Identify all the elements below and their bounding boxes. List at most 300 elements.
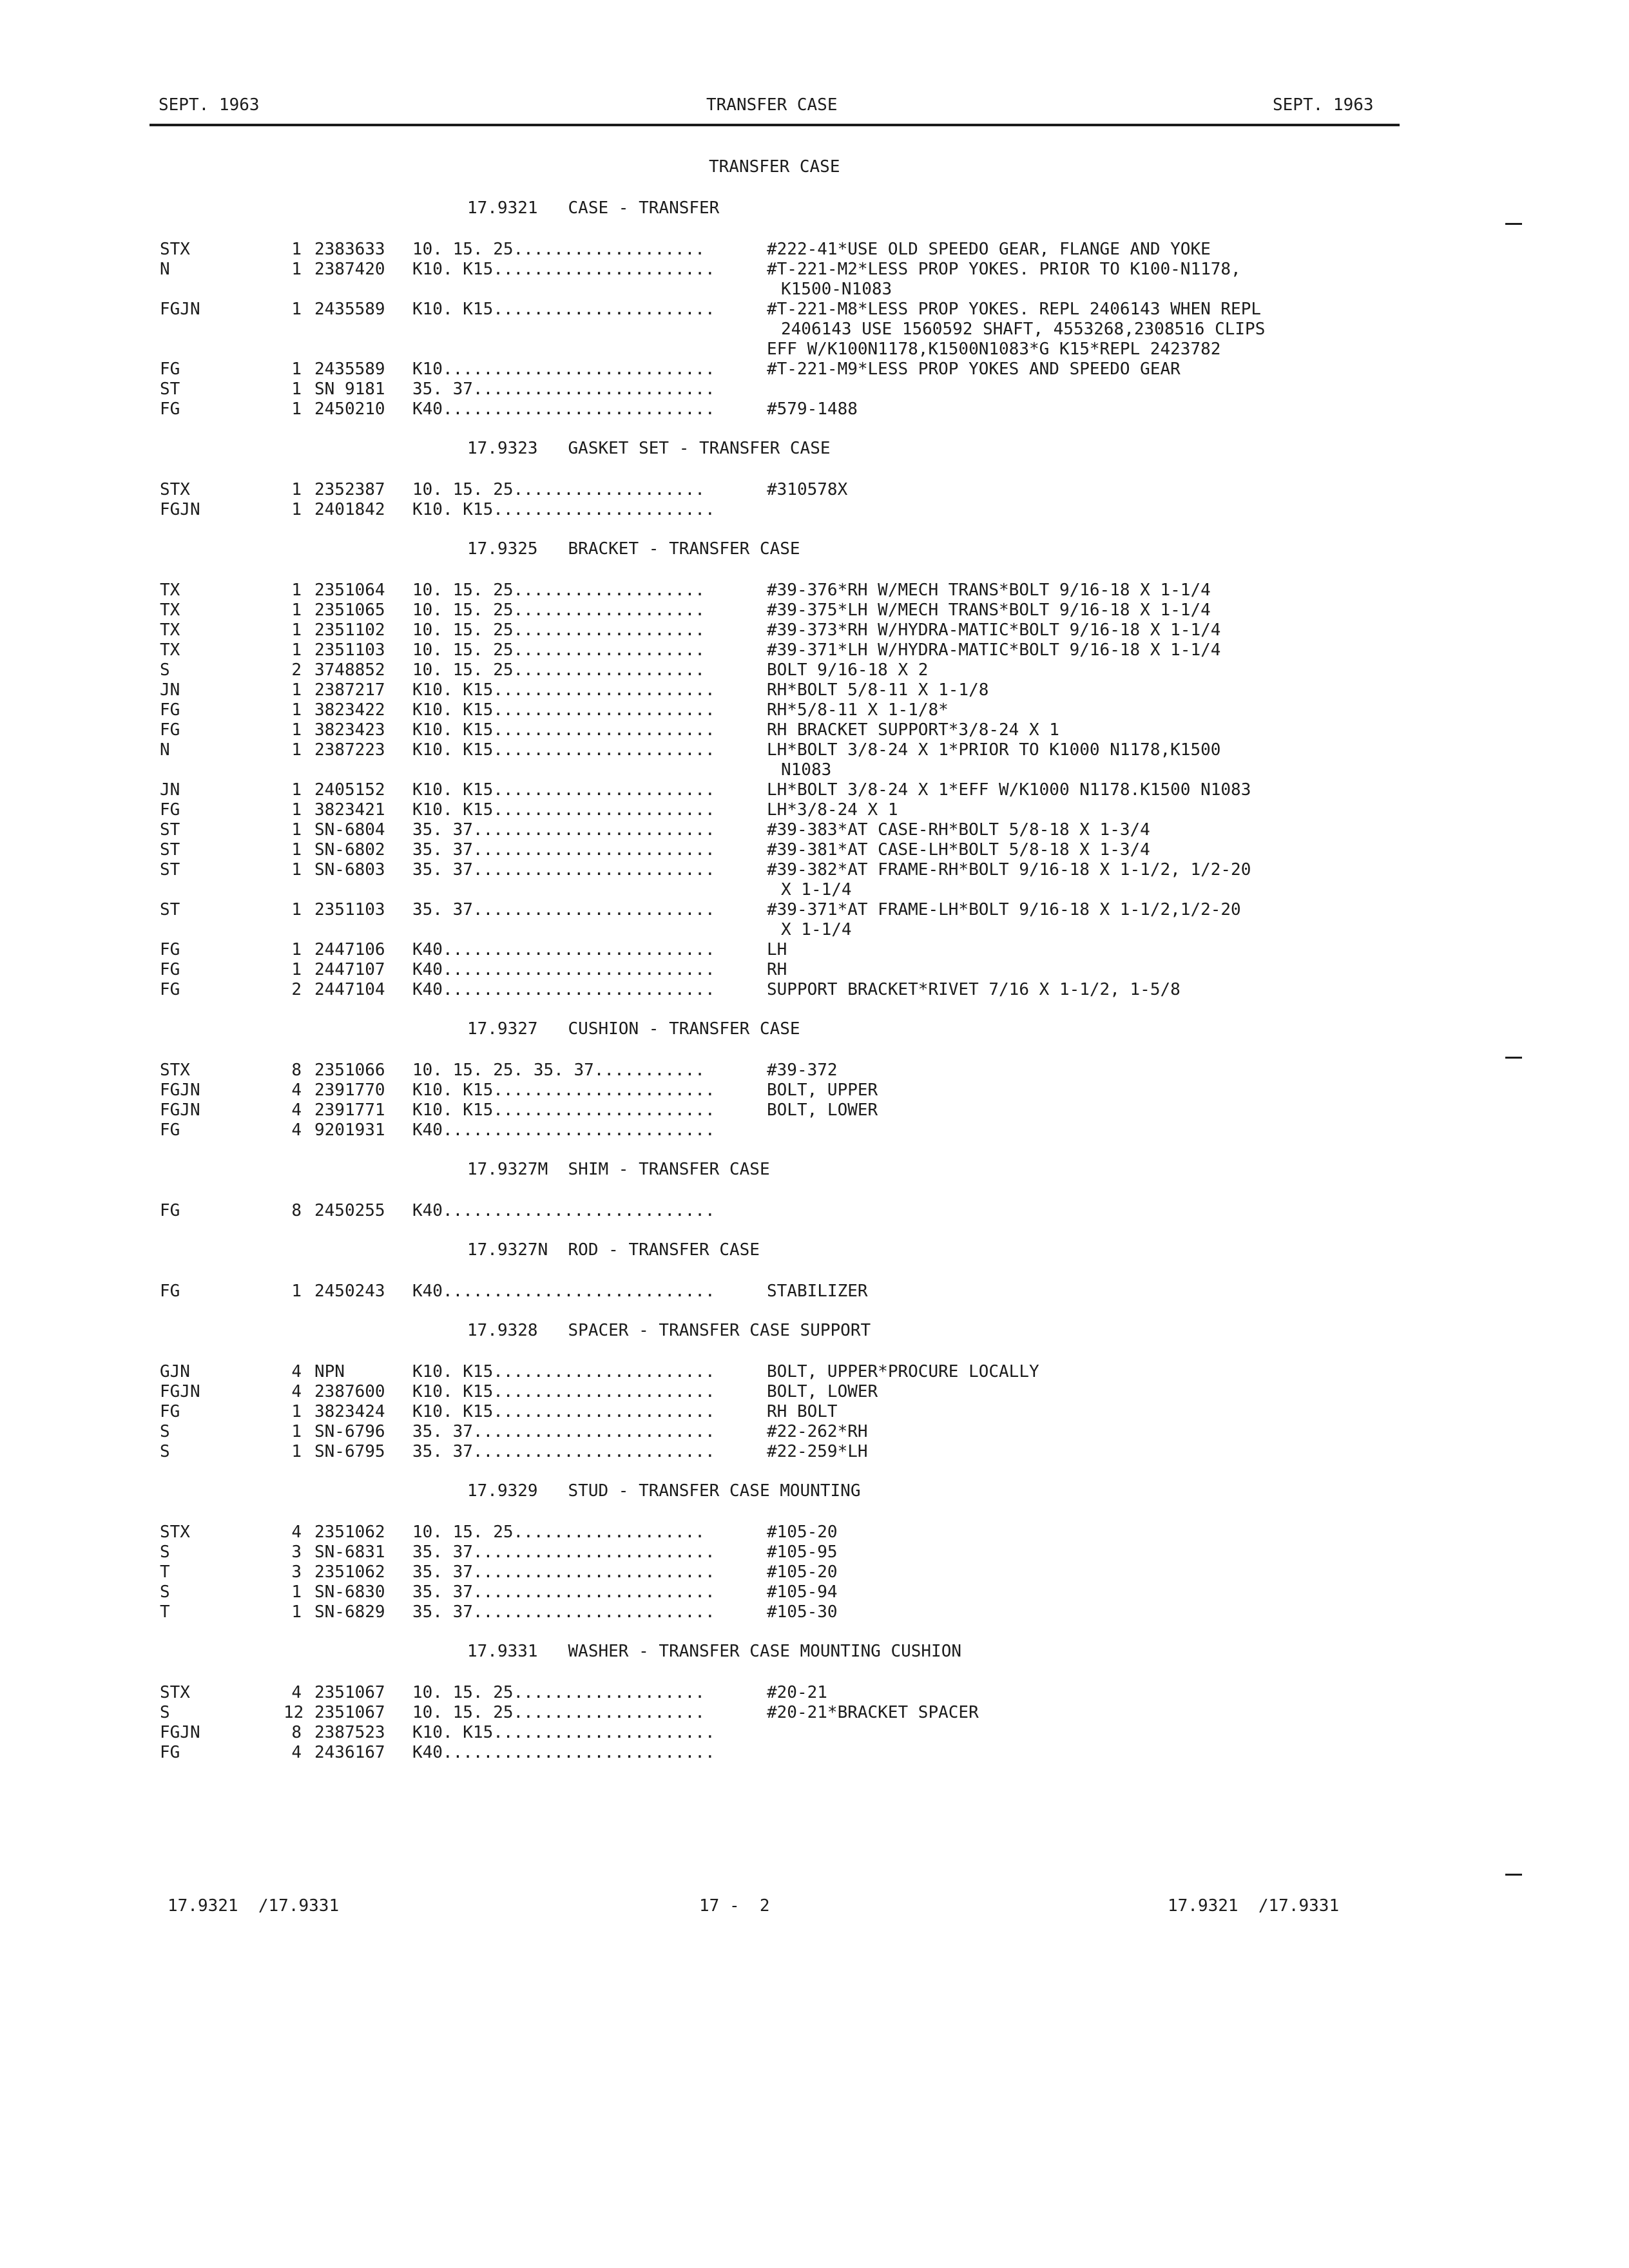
- parts-row: [0, 1081, 1629, 1100]
- section-title: [0, 1302, 1629, 1341]
- usage-code: FG: [160, 1743, 180, 1762]
- parts-row: [0, 680, 1629, 700]
- part-number: 3823421: [314, 800, 385, 820]
- model-applicability: 35. 37........................: [412, 1442, 715, 1461]
- model-applicability: 10. 15. 25...................: [412, 1683, 705, 1702]
- parts-row: [0, 260, 1629, 280]
- part-number: NPN: [314, 1362, 345, 1381]
- part-number: SN-6830: [314, 1582, 385, 1602]
- section-spacer: [0, 1662, 1629, 1683]
- part-number: 2447107: [314, 960, 385, 979]
- part-number: 2351062: [314, 1562, 385, 1582]
- usage-code: FGJN: [160, 1382, 200, 1401]
- section-title: [0, 419, 1629, 459]
- part-number: 2391771: [314, 1100, 385, 1120]
- part-number: 2391770: [314, 1081, 385, 1100]
- part-number: 2387420: [314, 260, 385, 279]
- usage-code: STX: [160, 480, 190, 499]
- usage-code: ST: [160, 840, 180, 860]
- parts-row: [0, 1382, 1629, 1402]
- usage-code: FG: [160, 800, 180, 820]
- parts-row: [0, 1703, 1629, 1723]
- part-number: SN-6795: [314, 1442, 385, 1461]
- quantity: 2: [291, 660, 302, 680]
- description-text: #105-95: [767, 1542, 838, 1562]
- part-number: 2436167: [314, 1743, 385, 1762]
- quantity: 4: [291, 1683, 302, 1702]
- model-applicability: 10. 15. 25...................: [412, 1703, 705, 1722]
- margin-tick-mark: [1505, 1057, 1522, 1059]
- model-applicability: K10. K15......................: [412, 720, 715, 740]
- model-applicability: 35. 37........................: [412, 1422, 715, 1441]
- usage-code: STX: [160, 240, 190, 259]
- description-text: #20-21: [767, 1683, 827, 1702]
- parts-row: [0, 1743, 1629, 1763]
- part-number: 2387217: [314, 680, 385, 700]
- part-number: 2351067: [314, 1683, 385, 1702]
- description-text: #22-262*RH: [767, 1422, 868, 1441]
- usage-code: T: [160, 1602, 170, 1622]
- part-number: 2351103: [314, 900, 385, 919]
- model-applicability: 10. 15. 25...................: [412, 620, 705, 640]
- model-applicability: 35. 37........................: [412, 820, 715, 840]
- part-number: 3748852: [314, 660, 385, 680]
- usage-code: TX: [160, 581, 180, 600]
- model-applicability: 35. 37........................: [412, 1582, 715, 1602]
- part-number: 2387600: [314, 1382, 385, 1401]
- description-text: #39-372: [767, 1061, 838, 1080]
- model-applicability: K10. K15......................: [412, 680, 715, 700]
- model-applicability: K40...........................: [412, 1201, 715, 1220]
- quantity: 1: [291, 720, 302, 740]
- part-number: 2351066: [314, 1061, 385, 1080]
- model-applicability: K10. K15......................: [412, 800, 715, 820]
- parts-row: [0, 840, 1629, 860]
- description-text: RH*5/8-11 X 1-1/8*: [767, 700, 949, 720]
- part-number: 2447104: [314, 980, 385, 999]
- margin-tick-mark: [1505, 1874, 1522, 1876]
- usage-code: FG: [160, 700, 180, 720]
- description-text: #T-221-M9*LESS PROP YOKES AND SPEEDO GEAR: [767, 360, 1181, 379]
- model-applicability: K10. K15......................: [412, 300, 715, 319]
- parts-row: [0, 1120, 1629, 1140]
- description-text: BOLT, UPPER*PROCURE LOCALLY: [767, 1362, 1039, 1381]
- usage-code: FG: [160, 1282, 180, 1301]
- model-applicability: K10. K15......................: [412, 1362, 715, 1381]
- model-applicability: K10. K15......................: [412, 1723, 715, 1742]
- parts-row: [0, 940, 1629, 960]
- usage-code: FGJN: [160, 1081, 200, 1100]
- parts-row: [0, 1061, 1629, 1081]
- section-title: [0, 1140, 1629, 1180]
- header-date-right: SEPT. 1963: [1273, 95, 1374, 115]
- description-text: BOLT, LOWER: [767, 1100, 878, 1120]
- parts-row-continuation: [0, 760, 1629, 780]
- footer-page-number: 17 - 2: [699, 1896, 770, 1916]
- section-spacer: [0, 1261, 1629, 1282]
- model-applicability: 10. 15. 25...................: [412, 601, 705, 620]
- section-title-text: 17.9328 SPACER - TRANSFER CASE SUPPORT: [467, 1321, 871, 1340]
- section-spacer: [0, 459, 1629, 480]
- parts-row: [0, 360, 1629, 380]
- quantity: 1: [291, 1282, 302, 1301]
- part-number: 2450243: [314, 1282, 385, 1301]
- part-number: 2401842: [314, 500, 385, 519]
- usage-code: TX: [160, 620, 180, 640]
- parts-row: [0, 1100, 1629, 1120]
- part-number: SN-6829: [314, 1602, 385, 1622]
- description-text: STABILIZER: [767, 1282, 868, 1301]
- usage-code: ST: [160, 380, 180, 399]
- quantity: 1: [291, 620, 302, 640]
- quantity: 8: [291, 1723, 302, 1742]
- description-text: RH*BOLT 5/8-11 X 1-1/8: [767, 680, 989, 700]
- section-spacer: [0, 1040, 1629, 1061]
- quantity: 1: [291, 480, 302, 499]
- model-applicability: K40...........................: [412, 1120, 715, 1140]
- part-number: 3823424: [314, 1402, 385, 1421]
- section-title-text: 17.9323 GASKET SET - TRANSFER CASE: [467, 439, 831, 458]
- model-applicability: K10. K15......................: [412, 500, 715, 519]
- quantity: 4: [291, 1523, 302, 1542]
- description-text: #105-94: [767, 1582, 838, 1602]
- description-text: LH: [767, 940, 787, 959]
- parts-row: [0, 1562, 1629, 1582]
- section-title: [0, 1221, 1629, 1261]
- usage-code: JN: [160, 780, 180, 800]
- usage-code: S: [160, 1582, 170, 1602]
- parts-row: [0, 780, 1629, 800]
- usage-code: JN: [160, 680, 180, 700]
- parts-row: [0, 581, 1629, 601]
- model-applicability: 35. 37........................: [412, 1602, 715, 1622]
- quantity: 1: [291, 601, 302, 620]
- parts-list: [0, 179, 1629, 1763]
- description-text: #222-41*USE OLD SPEEDO GEAR, FLANGE AND YOKE: [767, 240, 1211, 259]
- model-applicability: K10. K15......................: [412, 1382, 715, 1401]
- parts-row: [0, 960, 1629, 980]
- parts-row: [0, 1362, 1629, 1382]
- section-spacer: [0, 219, 1629, 240]
- parts-row-continuation: [0, 320, 1629, 340]
- usage-code: S: [160, 1542, 170, 1562]
- part-number: 2352387: [314, 480, 385, 499]
- parts-row: [0, 980, 1629, 1000]
- quantity: 1: [291, 1422, 302, 1441]
- quantity: 1: [291, 1602, 302, 1622]
- description-text: #20-21*BRACKET SPACER: [767, 1703, 979, 1722]
- parts-row-continuation: [0, 920, 1629, 940]
- description-text: #39-382*AT FRAME-RH*BOLT 9/16-18 X 1-1/2, 1/2-20: [767, 860, 1251, 879]
- parts-row-continuation: [0, 280, 1629, 300]
- model-applicability: K10. K15......................: [412, 1402, 715, 1421]
- usage-code: STX: [160, 1061, 190, 1080]
- quantity: 4: [291, 1743, 302, 1762]
- section-title: [0, 520, 1629, 560]
- part-number: 2405152: [314, 780, 385, 800]
- part-number: 2383633: [314, 240, 385, 259]
- model-applicability: 10. 15. 25. 35. 37...........: [412, 1061, 705, 1080]
- usage-code: N: [160, 260, 170, 279]
- quantity: 1: [291, 900, 302, 919]
- quantity: 1: [291, 1582, 302, 1602]
- quantity: 1: [291, 680, 302, 700]
- parts-row: [0, 660, 1629, 680]
- quantity: 1: [291, 500, 302, 519]
- section-title-text: 17.9325 BRACKET - TRANSFER CASE: [467, 539, 800, 559]
- description-text: #39-371*AT FRAME-LH*BOLT 9/16-18 X 1-1/2,1/2-20: [767, 900, 1241, 919]
- model-applicability: 35. 37........................: [412, 1542, 715, 1562]
- description-text: SUPPORT BRACKET*RIVET 7/16 X 1-1/2, 1-5/8: [767, 980, 1181, 999]
- description-text: LH*BOLT 3/8-24 X 1*PRIOR TO K1000 N1178,K1500: [767, 740, 1221, 760]
- parts-row: [0, 700, 1629, 720]
- parts-row: [0, 1602, 1629, 1622]
- usage-code: FG: [160, 980, 180, 999]
- quantity: 1: [291, 399, 302, 419]
- description-text: #39-376*RH W/MECH TRANS*BOLT 9/16-18 X 1-1/4: [767, 581, 1211, 600]
- section-spacer: [0, 1180, 1629, 1201]
- section-title: [0, 1462, 1629, 1502]
- part-number: 2435589: [314, 360, 385, 379]
- quantity: 1: [291, 800, 302, 820]
- quantity: 4: [291, 1382, 302, 1401]
- model-applicability: K40...........................: [412, 940, 715, 959]
- parts-row-continuation: [0, 880, 1629, 900]
- section-title-text: 17.9331 WASHER - TRANSFER CASE MOUNTING CUSHION: [467, 1642, 962, 1661]
- section-spacer: [0, 1341, 1629, 1362]
- model-applicability: 10. 15. 25...................: [412, 640, 705, 660]
- quantity: 1: [291, 820, 302, 840]
- part-number: SN-6803: [314, 860, 385, 879]
- quantity: 3: [291, 1542, 302, 1562]
- description-text: #39-381*AT CASE-LH*BOLT 5/8-18 X 1-3/4: [767, 840, 1150, 860]
- model-applicability: 10. 15. 25...................: [412, 1523, 705, 1542]
- model-applicability: 10. 15. 25...................: [412, 660, 705, 680]
- part-number: SN 9181: [314, 380, 385, 399]
- usage-code: S: [160, 1422, 170, 1441]
- part-number: 2351065: [314, 601, 385, 620]
- section-title-text: 17.9329 STUD - TRANSFER CASE MOUNTING: [467, 1481, 861, 1501]
- section-title-text: 17.9321 CASE - TRANSFER: [467, 198, 720, 218]
- quantity: 1: [291, 1442, 302, 1461]
- parts-row: [0, 300, 1629, 320]
- parts-row: [0, 1723, 1629, 1743]
- model-applicability: K40...........................: [412, 960, 715, 979]
- header-date-left: SEPT. 1963: [159, 95, 260, 115]
- parts-row: [0, 240, 1629, 260]
- usage-code: FG: [160, 960, 180, 979]
- quantity: 1: [291, 860, 302, 879]
- part-number: SN-6831: [314, 1542, 385, 1562]
- description-text: LH*3/8-24 X 1: [767, 800, 898, 820]
- parts-row: [0, 1683, 1629, 1703]
- part-number: 2351103: [314, 640, 385, 660]
- quantity: 1: [291, 380, 302, 399]
- model-applicability: K40...........................: [412, 1743, 715, 1762]
- parts-row: [0, 640, 1629, 660]
- part-number: 2447106: [314, 940, 385, 959]
- quantity: 1: [291, 700, 302, 720]
- quantity: 1: [291, 740, 302, 760]
- quantity: 1: [291, 260, 302, 279]
- section-title: [0, 1622, 1629, 1662]
- footer-range-right: 17.9321 /17.9331: [1168, 1896, 1340, 1916]
- usage-code: TX: [160, 640, 180, 660]
- description-text: #39-373*RH W/HYDRA-MATIC*BOLT 9/16-18 X 1-1/4: [767, 620, 1221, 640]
- usage-code: FG: [160, 1201, 180, 1220]
- section-title-text: 17.9327M SHIM - TRANSFER CASE: [467, 1160, 770, 1179]
- usage-code: FG: [160, 940, 180, 959]
- part-number: 3823423: [314, 720, 385, 740]
- description-text: #105-30: [767, 1602, 838, 1622]
- quantity: 1: [291, 240, 302, 259]
- usage-code: T: [160, 1562, 170, 1582]
- parts-row: [0, 620, 1629, 640]
- description-text: EFF W/K100N1178,K1500N1083*G K15*REPL 2423782: [767, 340, 1221, 359]
- parts-row: [0, 1582, 1629, 1602]
- quantity: 1: [291, 940, 302, 959]
- model-applicability: K10. K15......................: [412, 260, 715, 279]
- model-applicability: 35. 37........................: [412, 380, 715, 399]
- parts-row: [0, 1442, 1629, 1462]
- quantity: 1: [291, 640, 302, 660]
- parts-row: [0, 380, 1629, 399]
- quantity: 4: [291, 1100, 302, 1120]
- parts-row: [0, 1542, 1629, 1562]
- usage-code: ST: [160, 820, 180, 840]
- parts-row: [0, 500, 1629, 520]
- usage-code: FGJN: [160, 1100, 200, 1120]
- model-applicability: K40...........................: [412, 980, 715, 999]
- parts-row: [0, 399, 1629, 419]
- quantity: 1: [291, 960, 302, 979]
- usage-code: S: [160, 1442, 170, 1461]
- description-text: #579-1488: [767, 399, 858, 419]
- usage-code: FGJN: [160, 500, 200, 519]
- parts-row: [0, 480, 1629, 500]
- quantity: 3: [291, 1562, 302, 1582]
- usage-code: TX: [160, 601, 180, 620]
- model-applicability: K10. K15......................: [412, 780, 715, 800]
- model-applicability: K10. K15......................: [412, 700, 715, 720]
- part-number: 2351067: [314, 1703, 385, 1722]
- description-text: RH BOLT: [767, 1402, 838, 1421]
- description-text: #310578X: [767, 480, 848, 499]
- usage-code: FG: [160, 720, 180, 740]
- part-number: SN-6804: [314, 820, 385, 840]
- usage-code: FGJN: [160, 300, 200, 319]
- parts-row: [0, 820, 1629, 840]
- usage-code: FG: [160, 1402, 180, 1421]
- part-number: 2450210: [314, 399, 385, 419]
- part-number: 9201931: [314, 1120, 385, 1140]
- description-text: 2406143 USE 1560592 SHAFT, 4553268,2308516 CLIPS: [781, 320, 1266, 339]
- quantity: 1: [291, 780, 302, 800]
- model-applicability: 10. 15. 25...................: [412, 240, 705, 259]
- parts-row: [0, 1282, 1629, 1302]
- description-text: X 1-1/4: [781, 920, 852, 939]
- quantity: 8: [291, 1061, 302, 1080]
- quantity: 2: [291, 980, 302, 999]
- header-title: TRANSFER CASE: [706, 95, 838, 115]
- description-text: #22-259*LH: [767, 1442, 868, 1461]
- model-applicability: 35. 37........................: [412, 1562, 715, 1582]
- description-text: BOLT, LOWER: [767, 1382, 878, 1401]
- model-applicability: K40...........................: [412, 399, 715, 419]
- parts-row: [0, 800, 1629, 820]
- description-text: LH*BOLT 3/8-24 X 1*EFF W/K1000 N1178.K1500 N1083: [767, 780, 1251, 800]
- part-number: 2351064: [314, 581, 385, 600]
- model-applicability: K10...........................: [412, 360, 715, 379]
- part-number: 2450255: [314, 1201, 385, 1220]
- section-spacer: [0, 1502, 1629, 1523]
- description-text: #39-383*AT CASE-RH*BOLT 5/8-18 X 1-3/4: [767, 820, 1150, 840]
- part-number: SN-6802: [314, 840, 385, 860]
- part-number: 2387223: [314, 740, 385, 760]
- section-spacer: [0, 560, 1629, 581]
- model-applicability: 10. 15. 25...................: [412, 480, 705, 499]
- usage-code: S: [160, 660, 170, 680]
- parts-row: [0, 1422, 1629, 1442]
- parts-row-continuation: [0, 340, 1629, 360]
- usage-code: GJN: [160, 1362, 190, 1381]
- description-text: BOLT 9/16-18 X 2: [767, 660, 929, 680]
- part-number: 2435589: [314, 300, 385, 319]
- description-text: X 1-1/4: [781, 880, 852, 899]
- model-applicability: K10. K15......................: [412, 1081, 715, 1100]
- quantity: 1: [291, 1402, 302, 1421]
- quantity: 1: [291, 840, 302, 860]
- header-rule: [149, 124, 1400, 126]
- model-applicability: K10. K15......................: [412, 1100, 715, 1120]
- description-text: #T-221-M2*LESS PROP YOKES. PRIOR TO K100-N1178,: [767, 260, 1241, 279]
- model-applicability: 35. 37........................: [412, 840, 715, 860]
- footer-range-left: 17.9321 /17.9331: [168, 1896, 340, 1916]
- quantity: 1: [291, 360, 302, 379]
- parts-row: [0, 601, 1629, 620]
- usage-code: STX: [160, 1523, 190, 1542]
- model-applicability: K40...........................: [412, 1282, 715, 1301]
- description-text: N1083: [781, 760, 832, 780]
- description-text: #105-20: [767, 1562, 838, 1582]
- usage-code: N: [160, 740, 170, 760]
- parts-row: [0, 720, 1629, 740]
- quantity: 4: [291, 1362, 302, 1381]
- part-number: 2351102: [314, 620, 385, 640]
- quantity: 4: [291, 1081, 302, 1100]
- part-number: 2351062: [314, 1523, 385, 1542]
- usage-code: STX: [160, 1683, 190, 1702]
- section-title: [0, 1000, 1629, 1040]
- section-title: [0, 179, 1629, 219]
- description-text: #105-20: [767, 1523, 838, 1542]
- model-applicability: K10. K15......................: [412, 740, 715, 760]
- parts-row: [0, 860, 1629, 880]
- parts-row: [0, 740, 1629, 760]
- usage-code: FG: [160, 360, 180, 379]
- model-applicability: 35. 37........................: [412, 900, 715, 919]
- model-applicability: 10. 15. 25...................: [412, 581, 705, 600]
- page-title: TRANSFER CASE: [709, 157, 840, 177]
- usage-code: FG: [160, 1120, 180, 1140]
- usage-code: FGJN: [160, 1723, 200, 1742]
- usage-code: FG: [160, 399, 180, 419]
- usage-code: ST: [160, 860, 180, 879]
- description-text: RH BRACKET SUPPORT*3/8-24 X 1: [767, 720, 1059, 740]
- parts-row: [0, 900, 1629, 920]
- part-number: SN-6796: [314, 1422, 385, 1441]
- quantity: 12: [284, 1703, 304, 1722]
